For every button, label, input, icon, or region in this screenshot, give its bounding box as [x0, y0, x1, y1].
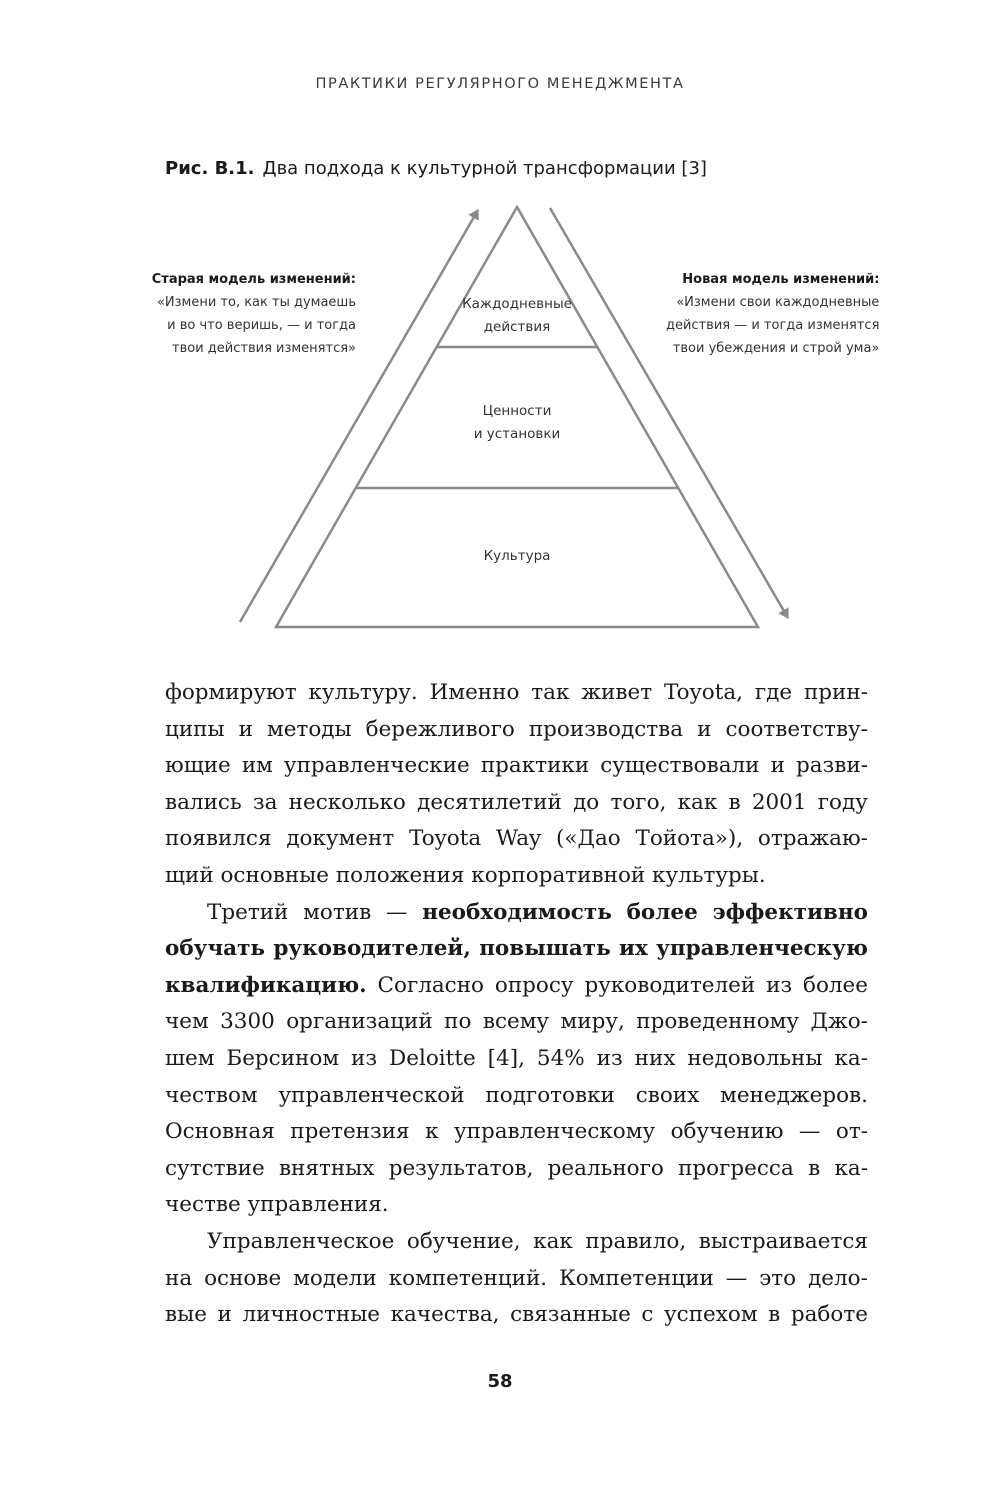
text-word: них [634, 1045, 676, 1071]
text-line [165, 1261, 868, 1298]
text-word: формируют [165, 680, 297, 705]
text-word: внятных [278, 1155, 375, 1181]
text-word: чеством [165, 1082, 258, 1108]
text-word: Основная [165, 1119, 275, 1145]
text-line [165, 1004, 868, 1041]
layer-middle-line: Ценности [482, 403, 552, 419]
text-word: Согласно [377, 972, 484, 998]
pyramid-layer-top [417, 293, 617, 339]
new-model-line: действия — и тогда изменятся [666, 318, 880, 333]
text-word: претензия [290, 1119, 410, 1145]
text-word: и [697, 716, 712, 742]
text-word: как [533, 1228, 573, 1254]
text-word: всему [482, 1009, 550, 1035]
text-word: с [641, 1302, 654, 1328]
text-line [165, 1041, 868, 1078]
text-word: производства [528, 716, 684, 742]
text-word: модели [293, 1265, 377, 1291]
text-word: бережливого [365, 716, 515, 742]
bold-word: обучать [165, 936, 266, 962]
text-word: и [217, 1302, 232, 1328]
text-word: из [596, 1045, 623, 1071]
text-line: щий основные положения корпоративной культуры. [165, 862, 766, 888]
text-line [165, 748, 868, 785]
text-word: за [252, 789, 278, 815]
text-line [165, 821, 868, 858]
text-word: Toyota [409, 826, 482, 852]
text-word: обучение, [406, 1228, 521, 1254]
text-word: где [754, 680, 793, 705]
bold-word: управленческую [656, 936, 868, 962]
text-line [165, 931, 868, 968]
text-word: Toyota, [663, 680, 743, 705]
text-line [165, 968, 868, 1005]
text-word: менеджеров. [720, 1082, 868, 1108]
text-line [165, 675, 868, 712]
text-line [165, 895, 868, 932]
text-word: успехом [664, 1302, 758, 1328]
text-word: управленческой [278, 1082, 465, 1108]
text-word: живет [581, 680, 653, 705]
text-word: отражаю- [757, 826, 868, 852]
text-word: связанные [510, 1302, 631, 1328]
old-model-line: «Измени то, как ты думаешь [156, 295, 356, 310]
bold-word: квалификацию. [165, 972, 367, 998]
pyramid-layer-bottom [417, 545, 617, 568]
page-number: 58 [487, 1371, 513, 1392]
text-word: сутствие [165, 1155, 265, 1181]
text-word: на [165, 1265, 193, 1291]
text-word: реального [547, 1155, 664, 1181]
text-word: прин- [803, 680, 868, 705]
text-word: компетенций. [388, 1265, 548, 1291]
text-word: десятилетий [417, 789, 562, 815]
text-word: опросу [494, 972, 574, 998]
old-model-title: Старая модель изменений: [151, 272, 356, 287]
text-word: подготовки [485, 1082, 615, 1108]
text-word: ка- [834, 1045, 868, 1071]
pyramid-figure [0, 190, 1000, 650]
text-word: управленческому [454, 1119, 656, 1145]
text-word: ющие [165, 753, 231, 779]
text-word: управленческие [283, 753, 470, 779]
text-word: им [241, 753, 273, 779]
text-word: качества, [390, 1302, 500, 1328]
old-model-note [152, 268, 356, 360]
text-line [165, 1114, 868, 1151]
text-word: руководителей [584, 972, 756, 998]
text-word: по [444, 1009, 472, 1035]
text-word: Именно [429, 680, 520, 705]
old-model-line: и во что веришь, — и тогда [167, 318, 356, 333]
text-word: и [770, 753, 785, 779]
text-word: Компетенции [559, 1265, 714, 1291]
running-head: ПРАКТИКИ РЕГУЛЯРНОГО МЕНЕДЖМЕНТА [315, 76, 685, 92]
text-line: честве управления. [165, 1192, 389, 1218]
layer-top-line: действия [483, 319, 551, 335]
bold-word: необходимость [422, 899, 612, 925]
text-line [165, 1078, 868, 1115]
figure-number: Рис. В.1. [165, 158, 255, 179]
text-word: появился [165, 826, 272, 852]
text-word: вались [165, 789, 242, 815]
text-word: чем [165, 1009, 209, 1035]
new-model-line: твои убеждения и строй ума» [672, 341, 880, 356]
text-word: вые [165, 1302, 207, 1328]
text-word: недовольны [687, 1045, 823, 1071]
text-word: и [238, 716, 253, 742]
text-line [165, 712, 868, 749]
text-word: практики [480, 753, 590, 779]
text-word: 2001 [751, 789, 807, 815]
text-word: из [766, 972, 793, 998]
text-word: результатов, [388, 1155, 534, 1181]
text-line [165, 1151, 868, 1188]
new-model-note [666, 268, 879, 360]
text-word: Тойота»), [635, 826, 744, 852]
text-word: 54% [536, 1045, 585, 1071]
text-word: шем [165, 1045, 215, 1071]
text-word: ципы [165, 716, 225, 742]
new-model-title: Новая модель изменений: [682, 272, 880, 287]
text-word: — [725, 1265, 748, 1291]
text-word: Третий [207, 899, 289, 925]
bold-word: руководителей, [273, 936, 471, 962]
text-word: проведенному [636, 1009, 800, 1035]
figure-caption [165, 158, 707, 179]
text-word: правило, [585, 1228, 687, 1254]
text-line [165, 1297, 868, 1334]
figure-title: Два подхода к культурной трансформации [3] [262, 158, 707, 179]
text-word: («Дао [555, 826, 621, 852]
text-word: Джо- [810, 1009, 868, 1035]
text-word: выстраивается [698, 1228, 868, 1254]
text-word: мотив [303, 899, 372, 925]
text-word: личностные [242, 1302, 381, 1328]
text-word: документ [286, 826, 395, 852]
layer-top-line: Каждодневные [462, 296, 572, 312]
text-word: Deloitte [389, 1045, 476, 1071]
text-line [165, 1224, 868, 1261]
new-model-line: «Измени свои каждодневные [676, 295, 880, 310]
layer-middle-line: и установки [473, 426, 561, 442]
body-text [165, 675, 868, 1334]
text-word: [4], [487, 1045, 525, 1071]
text-word: до [573, 789, 600, 815]
text-word: Берсином [226, 1045, 340, 1071]
text-word: из [351, 1045, 378, 1071]
text-word: к [425, 1119, 439, 1145]
text-word: — [798, 1119, 821, 1145]
text-word: году [817, 789, 868, 815]
text-word: разви- [795, 753, 868, 779]
text-word: в [808, 1155, 821, 1181]
pyramid-layer-middle [417, 400, 617, 446]
text-word: основе [204, 1265, 282, 1291]
text-word: это [759, 1265, 797, 1291]
text-word: от- [835, 1119, 868, 1145]
bold-word: их [619, 936, 648, 962]
text-word: обучению [670, 1119, 784, 1145]
bold-word: повышать [479, 936, 611, 962]
old-model-line: твои действия изменятся» [172, 341, 356, 356]
layer-bottom-line: Культура [483, 548, 551, 564]
text-word: существовали [600, 753, 760, 779]
text-word: несколько [288, 789, 406, 815]
text-word: в [728, 789, 741, 815]
text-word: прогресса [678, 1155, 794, 1181]
text-word: дело- [808, 1265, 868, 1291]
text-word: методы [266, 716, 352, 742]
text-word: 3300 [220, 1009, 275, 1035]
text-word: в [768, 1302, 781, 1328]
text-word: так [531, 680, 570, 705]
text-word: ка- [834, 1155, 868, 1181]
text-word: того, [610, 789, 667, 815]
text-word: Управленческое [207, 1228, 395, 1254]
bold-word: более [626, 899, 698, 925]
text-word: Way [495, 826, 542, 852]
text-word: культуру. [308, 680, 418, 705]
text-word: — [385, 899, 408, 925]
text-word: соответству- [725, 716, 868, 742]
text-word: работе [790, 1302, 868, 1328]
text-word: более [803, 972, 868, 998]
text-word: своих [635, 1082, 700, 1108]
text-word: миру, [560, 1009, 625, 1035]
text-word: как [677, 789, 718, 815]
text-word: организаций [286, 1009, 433, 1035]
bold-word: эффективно [712, 899, 868, 925]
text-line [165, 785, 868, 822]
